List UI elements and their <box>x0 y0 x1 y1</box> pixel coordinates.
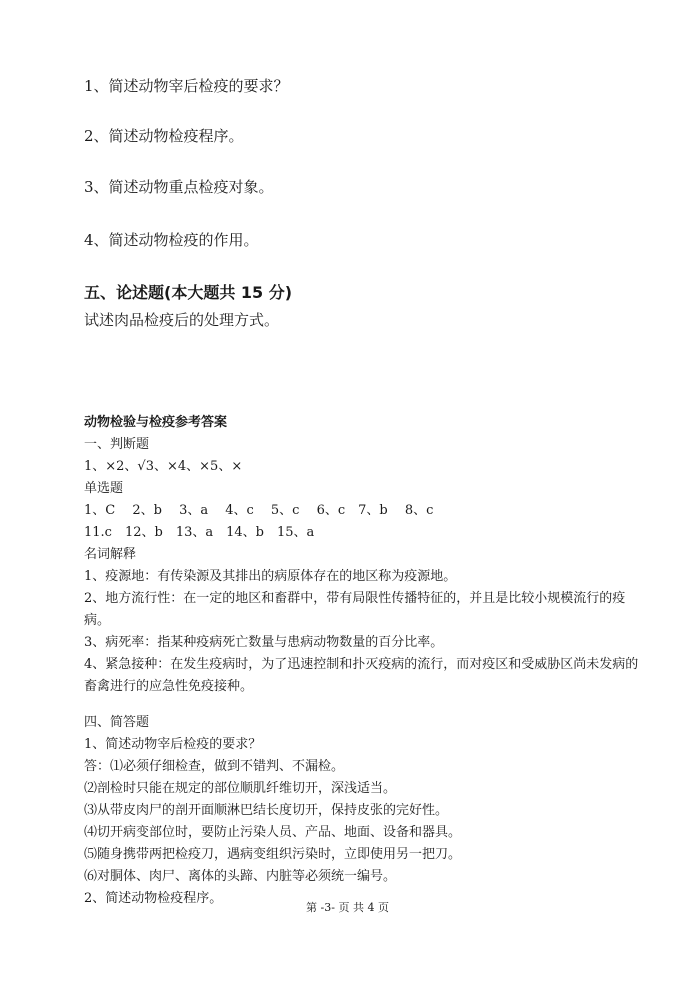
short-answer-1-line-6: ⑹对胴体、肉尸、离体的头蹄、内脏等必须统一编号。 <box>84 869 397 884</box>
section-spacer <box>84 698 644 712</box>
short-question-3: 3、简述动物重点检疫对象。 <box>84 178 274 196</box>
choice-heading: 单选题 <box>84 481 124 496</box>
short-answer-1-line-3: ⑶从带皮肉尸的剖开面顺淋巴结长度切开，保持皮张的完好性。 <box>84 803 449 818</box>
term-1: 1、疫源地：有传染源及其排出的病原体存在的地区称为疫源地。 <box>84 569 457 584</box>
short-question-2: 2、简述动物检疫程序。 <box>84 127 244 145</box>
page-footer: 第 -3- 页 共 4 页 <box>306 901 389 914</box>
essay-question: 试述肉品检疫后的处理方式。 <box>84 311 280 329</box>
answer-key-title: 动物检验与检疫参考答案 <box>84 415 228 430</box>
short-answer-heading: 四、简答题 <box>84 715 150 730</box>
term-3: 3、病死率：指某种疫病死亡数量与患病动物数量的百分比率。 <box>84 635 444 650</box>
judge-heading: 一、判断题 <box>84 437 150 452</box>
choice-answers-2: 11.c 12、b 13、a 14、b 15、a <box>84 525 315 540</box>
short-answer-1-line-4: ⑷切开病变部位时，要防止污染人员、产品、地面、设备和器具。 <box>84 825 462 840</box>
judge-answers: 1、×2、√3、×4、×5、× <box>84 459 243 474</box>
short-answer-1-line-2: ⑵剖检时只能在规定的部位顺肌纤维切开，深浅适当。 <box>84 781 397 796</box>
term-4: 4、紧急接种：在发生疫病时，为了迅速控制和扑灭疫病的流行，而对疫区和受威胁区尚未发病的畜禽进行的应急性免疫接种。 <box>84 657 639 694</box>
answer-key <box>84 412 644 910</box>
short-question-4: 4、简述动物检疫的作用。 <box>84 231 259 249</box>
short-answer-1-line-1: 答：⑴必须仔细检查，做到不错判、不漏检。 <box>84 759 345 774</box>
short-question-1: 1、简述动物宰后检疫的要求？ <box>84 77 289 95</box>
short-answer-question-2: 2、简述动物检疫程序。 <box>84 891 223 906</box>
term-2: 2、地方流行性：在一定的地区和畜群中，带有局限性传播特征的，并且是比较小规模流行的疫病。 <box>84 591 626 628</box>
section-five-heading: 五、论述题(本大题共 15 分) <box>84 283 293 302</box>
short-answer-question-1: 1、简述动物宰后检疫的要求？ <box>84 737 262 752</box>
short-answer-1-line-5: ⑸随身携带两把检疫刀，遇病变组织污染时，立即使用另一把刀。 <box>84 847 462 862</box>
choice-answers-1: 1、C 2、b 3、a 4、c 5、c 6、c 7、b 8、c <box>84 503 434 518</box>
terms-heading: 名词解释 <box>84 547 137 562</box>
